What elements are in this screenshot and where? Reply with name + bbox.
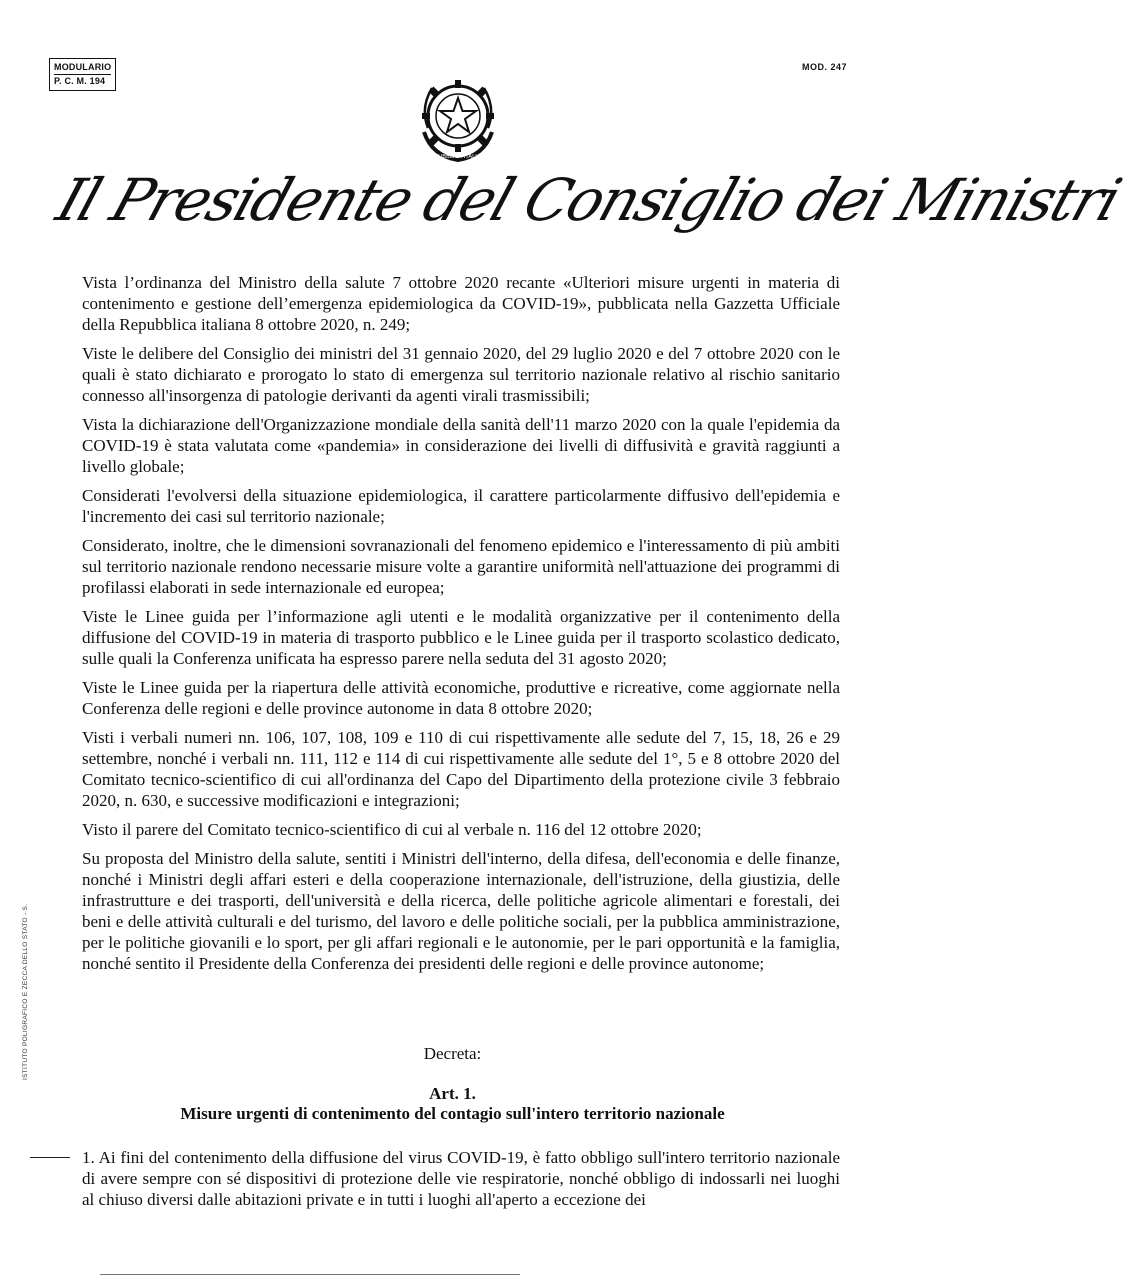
preamble-paragraph: Considerato, inoltre, che le dimensioni sovranazionali del fenomeno epidemico e l'interessamento di più ambiti sul territorio nazionale rendono necessarie misure volte a garantire uniformità nell'attuazione dei programmi di profilassi elaborati in sede internazionale ed europea; (82, 536, 840, 597)
decree-heading: Decreta: (423, 1044, 482, 1063)
preamble-paragraph: Visto il parere del Comitato tecnico-scientifico di cui al verbale n. 116 del 12 ottobre 2020; (82, 820, 702, 839)
emblem-text: REPUBBLICA ITALIANA (427, 154, 489, 160)
preamble-paragraph: Su proposta del Ministro della salute, sentiti i Ministri dell'interno, della difesa, dell'economia e delle finanze, nonché i Ministri degli affari esteri e della cooperazione internazionale, dell'istruzione, della giustizia, delle infrastrutture e dei trasporti, dell'università e della ricerca, delle politiche agricole alimentari e forestali, dei beni e delle attività culturali e del turismo, del lavoro e delle politiche sociali, per la pubblica amministrazione, per le politiche giovanili e lo sport, per gli affari regionali e le autonomie, per le pari opportunità e la famiglia, nonché sentito il Presidente della Conferenza dei presidenti delle regioni e delle province autonome; (82, 849, 840, 973)
preamble (82, 272, 840, 982)
preamble-paragraph: Considerati l'evolversi della situazione epidemiologica, il carattere particolarmente diffusivo dell'epidemia e l'incremento dei casi sul territorio nazionale; (82, 486, 840, 526)
preamble-paragraph: Vista l’ordinanza del Ministro della salute 7 ottobre 2020 recante «Ulteriori misure urgenti in materia di contenimento e gestione dell’emergenza epidemiologica da COVID-19», pubblicata nella Gazzetta Ufficiale della Repubblica italiana 8 ottobre 2020, n. 249; (82, 273, 840, 334)
margin-mark (30, 1157, 70, 1158)
preamble-paragraph: Viste le delibere del Consiglio dei ministri del 31 gennaio 2020, del 29 luglio 2020 e del 7 ottobre 2020 con le quali è stato dichiarato e prorogato lo stato di emergenza sul territorio nazionale relativo al rischio sanitario connesso all'insorgenza di patologie derivanti da agenti virali trasmissibili; (82, 344, 840, 405)
article-number: Art. 1. (429, 1084, 476, 1103)
form-code: MOD. 247 (801, 62, 847, 72)
printer-side-mark: ISTITUTO POLIGRAFICO E ZECCA DELLO STATO - S. (22, 903, 29, 1080)
bottom-rule (100, 1274, 520, 1275)
preamble-paragraph: Visti i verbali numeri nn. 106, 107, 108, 109 e 110 di cui rispettivamente alle sedute del 7, 15, 18, 26 e 29 settembre, nonché i verbali nn. 111, 112 e 114 di cui rispettivamente alle sedute del 1°, 5 e 8 ottobre 2020 del Comitato tecnico-scientifico di cui all'ordinanza del Capo del Dipartimento della protezione civile 3 febbraio 2020, n. 630, e successive modificazioni e integrazioni; (82, 728, 840, 810)
article-body (82, 1147, 840, 1210)
page-title: Il Presidente del Consiglio dei Ministri (48, 166, 1128, 234)
stamp-line-2: P. C. M. 194 (54, 74, 111, 88)
preamble-paragraph: Vista la dichiarazione dell'Organizzazione mondiale della sanità dell'11 marzo 2020 con la quale l'epidemia da COVID-19 è stata valutata come «pandemia» in considerazione dei livelli di diffusività e gravità raggiunti a livello globale; (82, 415, 840, 476)
modulario-stamp (49, 58, 116, 91)
article-paragraph: 1. Ai fini del contenimento della diffusione del virus COVID-19, è fatto obbligo sull'intero territorio nazionale di avere sempre con sé dispositivi di protezione delle vie respiratorie, nonché obbligo di indossarli nei luoghi al chiuso diversi dalle abitazioni private e in tutti i luoghi all'aperto a eccezione dei (82, 1148, 840, 1209)
article-title: Misure urgenti di contenimento del contagio sull'intero territorio nazionale (180, 1104, 725, 1123)
preamble-paragraph: Viste le Linee guida per la riapertura delle attività economiche, produttive e ricreative, come aggiornate nella Conferenza delle regioni e delle province autonome in data 8 ottobre 2020; (82, 678, 840, 718)
preamble-paragraph: Viste le Linee guida per l’informazione agli utenti e le modalità organizzative per il contenimento della diffusione del COVID-19 in materia di trasporto pubblico e le Linee guida per il trasporto scolastico dedicato, sulle quali la Conferenza unificata ha espresso parere nella seduta del 31 agosto 2020; (82, 607, 840, 668)
republic-emblem-icon (412, 72, 504, 168)
stamp-line-1: MODULARIO (54, 62, 112, 72)
